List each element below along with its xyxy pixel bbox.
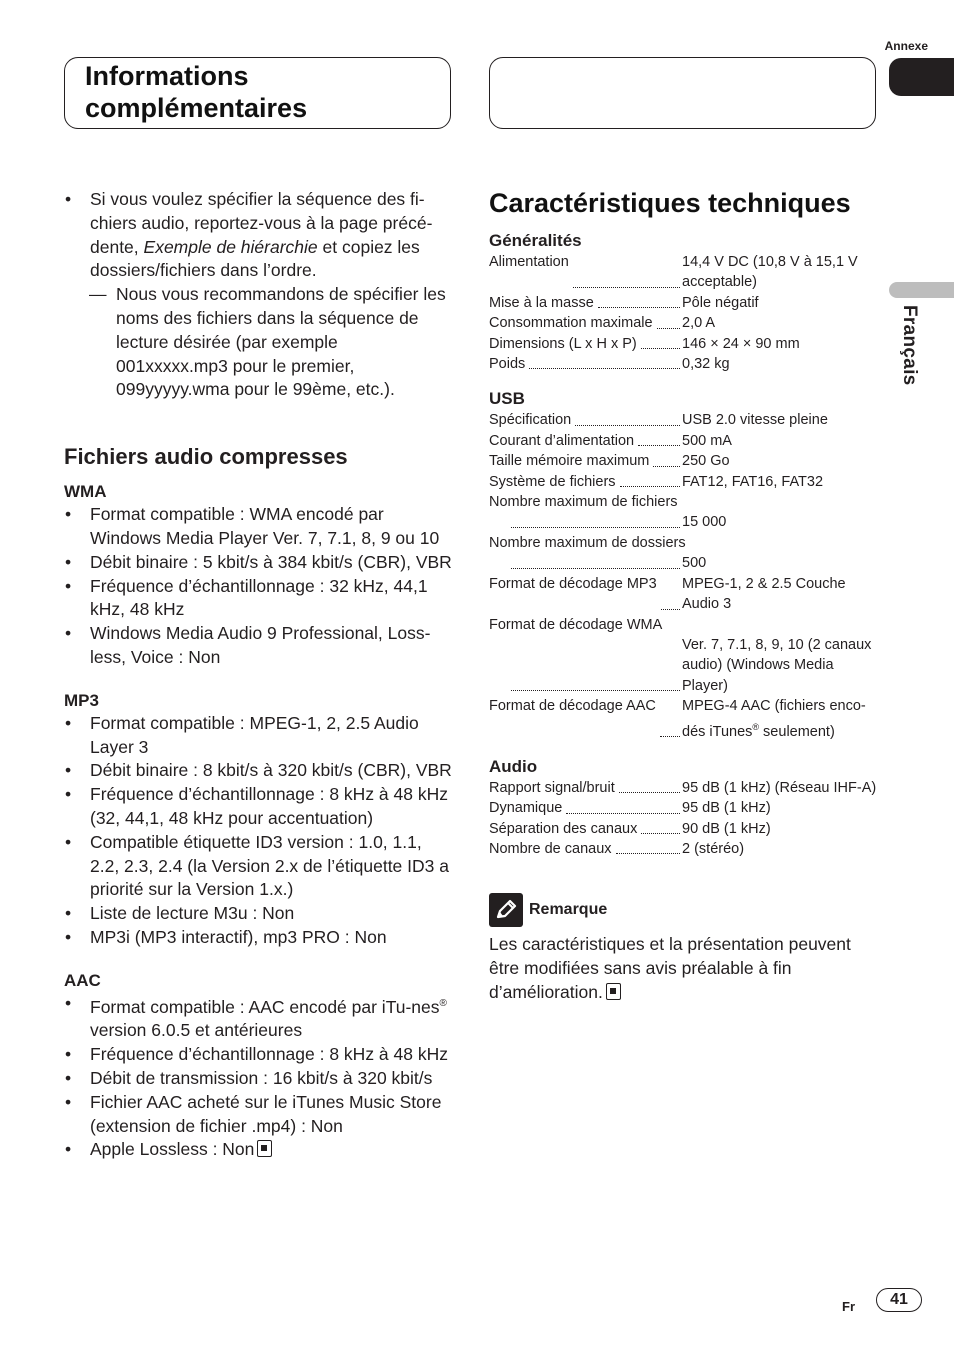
- spec-row: [489, 778, 879, 798]
- registered-mark: ®: [439, 997, 447, 1009]
- end-of-section-icon: [606, 983, 621, 1000]
- list-item: [64, 1138, 454, 1162]
- aac-heading: AAC: [64, 970, 101, 990]
- spec-label: Alimentation: [489, 254, 569, 270]
- spec-row: [489, 410, 879, 430]
- end-of-section-icon: [257, 1140, 272, 1157]
- spec-row: [489, 313, 879, 333]
- dash: —: [89, 284, 107, 305]
- spec-label-cell: [489, 696, 682, 742]
- spec-label: Format de décodage MP3: [489, 575, 657, 592]
- compressed-audio-heading: Fichiers audio compresses: [64, 444, 348, 470]
- spec-value: 95 dB (1 kHz) (Réseau IHF-A): [682, 779, 877, 796]
- spec-label: Nombre de canaux: [489, 840, 612, 857]
- spec-row: [489, 635, 879, 696]
- intro-subnote: [90, 283, 454, 402]
- spec-label-cell: [489, 410, 682, 430]
- spec-value: Ver. 7, 7.1, 8, 9, 10 (2 canaux audio) (Windows Media Player): [682, 636, 872, 694]
- dot-leader: [641, 819, 680, 839]
- dot-leader: [529, 354, 680, 374]
- spec-label-cell: [489, 574, 682, 615]
- spec-row: [489, 354, 879, 374]
- audio-spec-table: [489, 778, 879, 860]
- spec-label: Format de décodage WMA: [489, 616, 663, 633]
- spec-row: [489, 574, 879, 615]
- spec-row: [489, 334, 879, 354]
- spec-row: [489, 798, 879, 818]
- right-column: [489, 186, 879, 1005]
- spec-label-cell: [489, 512, 682, 532]
- intro-subnote-text: Nous vous recommandons de spécifier les noms des fichiers dans la séquence de lecture désirée (par exemple 001xxxxx.mp3 pour le premier, 099yyyyy.wma pour le 99ème, etc.).: [116, 284, 446, 400]
- spec-value: [682, 696, 879, 742]
- spec-row: [489, 451, 879, 471]
- chapter-title-line2: complémentaires: [85, 93, 308, 123]
- dot-leader: [660, 696, 680, 742]
- spec-label: Rapport signal/bruit: [489, 779, 615, 796]
- list-item: • Compatible étiquette ID3 version : 1.0, 1.1, 2.2, 2.3, 2.4 (la Version 2.x de l’étiquette ID3 a priorité sur la Version 1.x.): [64, 831, 454, 902]
- general-heading: Généralités: [489, 231, 582, 250]
- chapter-title: [85, 60, 307, 124]
- dot-leader: [511, 635, 680, 696]
- wma-heading: WMA: [64, 482, 107, 502]
- aac-last-item-text: Apple Lossless : Non: [90, 1139, 255, 1160]
- spec-label: Courant d’alimentation: [489, 432, 635, 449]
- list-item: • Liste de lecture M3u : Non: [64, 902, 454, 926]
- mp3-heading: MP3: [64, 690, 99, 710]
- dot-leader: [511, 512, 680, 532]
- spec-label-cell: [489, 431, 682, 451]
- spec-label-cell: [489, 819, 682, 839]
- spec-label-cell: [489, 472, 682, 492]
- spec-row: [489, 293, 879, 313]
- spec-label-cell: [489, 252, 682, 293]
- header-right-box: [489, 57, 876, 129]
- spec-row: [489, 553, 879, 573]
- spec-label: Mise à la masse: [489, 294, 594, 311]
- spec-row: [489, 696, 879, 742]
- intro-text-2: et copiez les dossiers/fichiers dans l’ordre.: [90, 236, 420, 281]
- left-column: [64, 188, 454, 1162]
- usb-spec-table: [489, 410, 879, 492]
- spec-label-cell: [489, 354, 682, 374]
- intro-italic-ref: Exemple de hiérarchie: [143, 236, 318, 257]
- section-label: Annexe: [884, 39, 928, 53]
- dot-leader: [641, 334, 680, 354]
- spec-row: [489, 472, 879, 492]
- spec-label-cell: [489, 293, 682, 313]
- spec-row: [489, 252, 879, 293]
- specs-title: Caractéristiques techniques: [489, 188, 851, 218]
- spec-label: Spécification: [489, 412, 572, 429]
- dot-leader: [616, 839, 680, 859]
- header-left-box: [64, 57, 451, 129]
- spec-value: 2,0 A: [682, 315, 716, 332]
- registered-mark: ®: [752, 721, 760, 732]
- spec-value: 95 dB (1 kHz): [682, 800, 771, 817]
- aac-value-text-2: seulement): [759, 723, 835, 740]
- spec-value: 14,4 V DC (10,8 V à 15,1 V acceptable): [682, 254, 858, 291]
- spec-label: Format de décodage AAC: [489, 698, 656, 715]
- section-tab-marker: [889, 58, 954, 96]
- dot-leader: [566, 798, 680, 818]
- intro-bullet: [64, 188, 454, 283]
- list-item: • Format compatible : WMA encodé par Windows Media Player Ver. 7, 7.1, 8, 9 ou 10: [64, 503, 454, 551]
- spec-row: [489, 819, 879, 839]
- spec-label: Séparation des canaux: [489, 820, 638, 837]
- list-item: • Format compatible : MPEG-1, 2, 2.5 Audio Layer 3: [64, 712, 454, 760]
- spec-value: 15 000: [682, 514, 727, 531]
- spec-label-cell: [489, 313, 682, 333]
- list-item: • Fréquence d’échantillonnage : 8 kHz à 48 kHz (32, 44,1, 48 kHz pour accentuation): [64, 783, 454, 831]
- list-item: • MP3i (MP3 interactif), mp3 PRO : Non: [64, 926, 454, 950]
- list-item: • Fréquence d’échantillonnage : 32 kHz, 44,1 kHz, 48 kHz: [64, 575, 454, 623]
- spec-label: Nombre maximum de dossiers: [489, 534, 686, 551]
- note-title: Remarque: [529, 901, 608, 919]
- language-tab-marker: [889, 282, 954, 298]
- audio-heading: Audio: [489, 756, 538, 776]
- spec-value: 0,32 kg: [682, 356, 730, 373]
- aac-value-text: MPEG-4 AAC (fichiers enco-dés iTunes: [682, 698, 866, 740]
- page-number: 41: [876, 1288, 922, 1312]
- spec-label-cell: [489, 334, 682, 354]
- aac-item1-text-2: version 6.0.5 et antérieures: [90, 1020, 303, 1041]
- spec-row: [489, 431, 879, 451]
- note-body: Les caractéristiques et la présentation peuvent être modifiées sans avis préalable à fin d’amélioration.: [489, 934, 851, 1002]
- list-item: • Débit binaire : 5 kbit/s à 384 kbit/s (CBR), VBR: [64, 551, 454, 575]
- spec-value: MPEG-1, 2 & 2.5 Couche Audio 3: [682, 575, 846, 613]
- list-item: • Windows Media Audio 9 Professional, Loss-less, Voice : Non: [64, 622, 454, 670]
- note-header: [489, 893, 879, 927]
- dot-leader: [661, 574, 680, 615]
- spec-label-cell: [489, 839, 682, 859]
- spec-label: Dynamique: [489, 800, 563, 817]
- spec-value: 500: [682, 555, 707, 572]
- list-item: • Débit binaire : 8 kbit/s à 320 kbit/s (CBR), VBR: [64, 759, 454, 783]
- spec-label-cell: [489, 778, 682, 798]
- list-item: • Débit de transmission : 16 kbit/s à 320 kbit/s: [64, 1067, 454, 1091]
- list-item: • Fréquence d’échantillonnage : 8 kHz à 48 kHz: [64, 1043, 454, 1067]
- spec-label-cell: [489, 451, 682, 471]
- spec-value: 250 Go: [682, 453, 730, 470]
- spec-value: 90 dB (1 kHz): [682, 820, 771, 837]
- spec-value: 2 (stéréo): [682, 840, 745, 857]
- spec-value: USB 2.0 vitesse pleine: [682, 412, 828, 429]
- spec-label: Poids: [489, 356, 526, 373]
- spec-value: 146 × 24 × 90 mm: [682, 335, 800, 352]
- spec-label-cell: [489, 798, 682, 818]
- spec-value: 500 mA: [682, 432, 732, 449]
- spec-value: Pôle négatif: [682, 294, 759, 311]
- spec-label: Consommation maximale: [489, 315, 653, 332]
- dot-leader: [619, 778, 680, 798]
- usb-heading: USB: [489, 389, 525, 409]
- intro-text-1: Si vous voulez spécifier la séquence des fi-chiers audio, reportez-vous à la page précé-dente,: [90, 189, 433, 257]
- spec-label: Dimensions (L x H x P): [489, 335, 637, 352]
- dot-leader: [620, 472, 680, 492]
- spec-label: Taille mémoire maximum: [489, 453, 650, 470]
- footer-language: Fr: [842, 1299, 855, 1314]
- pencil-note-icon: [489, 893, 523, 927]
- aac-item1-text: Format compatible : AAC encodé par iTu-nes: [90, 996, 440, 1017]
- list-item: • Fichier AAC acheté sur le iTunes Music Store (extension de fichier .mp4) : Non: [64, 1091, 454, 1139]
- spec-label: Nombre maximum de fichiers: [489, 494, 678, 511]
- language-tab-label: Français: [899, 305, 920, 386]
- spec-label-cell: [489, 553, 682, 573]
- dot-leader: [573, 252, 680, 293]
- spec-label-cell: [489, 635, 682, 696]
- dot-leader: [511, 553, 680, 573]
- spec-value: FAT12, FAT16, FAT32: [682, 473, 824, 490]
- spec-row: [489, 839, 879, 859]
- dot-leader: [653, 451, 680, 471]
- dot-leader: [638, 431, 680, 451]
- list-item: [64, 992, 454, 1043]
- spec-label: Système de fichiers: [489, 473, 616, 490]
- dot-leader: [657, 313, 680, 333]
- note-text: [489, 933, 861, 1004]
- general-spec-table: [489, 252, 879, 374]
- chapter-title-line1: Informations: [85, 61, 249, 91]
- dot-leader: [575, 410, 680, 430]
- dot-leader: [598, 293, 680, 313]
- spec-row: [489, 512, 879, 532]
